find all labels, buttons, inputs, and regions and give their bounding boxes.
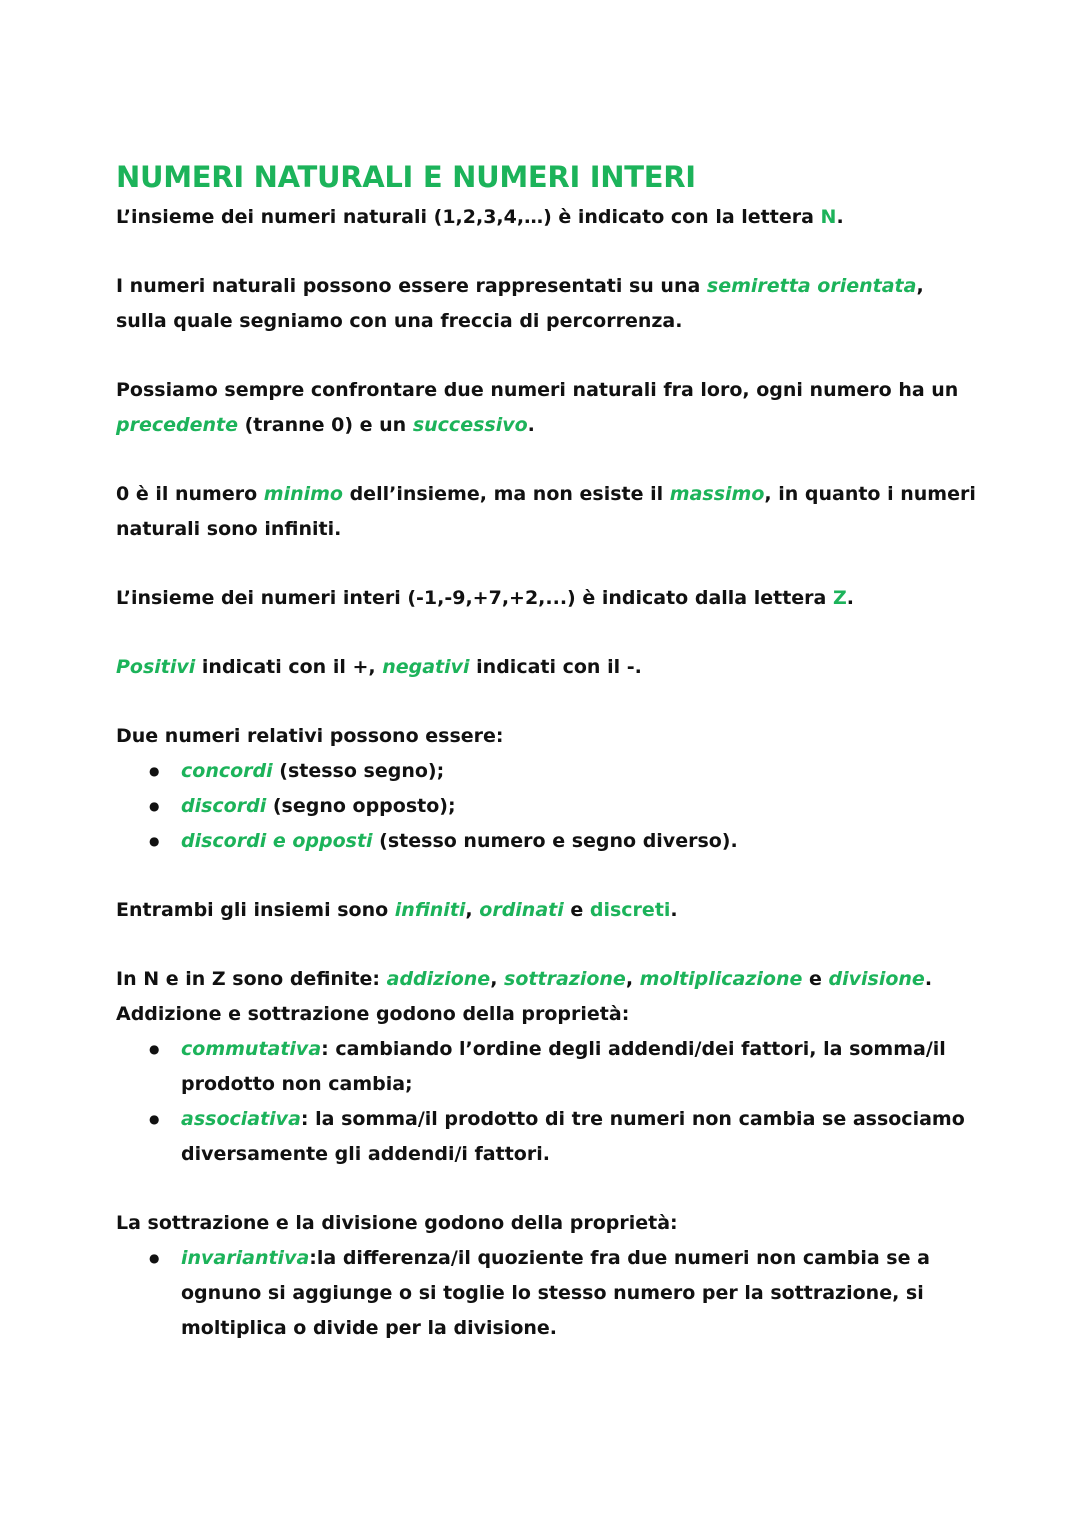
term-successivo: successivo — [412, 414, 528, 436]
text: indicati con il -. — [469, 656, 642, 678]
term: invariantiva — [181, 1247, 310, 1269]
term-infiniti: infiniti — [394, 899, 466, 921]
symbol-n: N — [820, 206, 837, 228]
term: concordi — [181, 760, 273, 782]
text: , — [465, 899, 480, 921]
term-semiretta: semiretta orientata — [706, 275, 917, 297]
list-item — [181, 824, 976, 859]
term-precedente: precedente — [116, 414, 238, 436]
list-item — [181, 1241, 976, 1346]
term-sottrazione: sottrazione — [504, 968, 626, 990]
term-addizione: addizione — [386, 968, 491, 990]
paragraph-semiretta — [116, 269, 976, 339]
paragraph-min-max — [116, 477, 976, 547]
text: In N e in Z sono definite: — [116, 968, 387, 990]
text: dell’insieme, ma non esiste il — [342, 483, 670, 505]
text: . — [846, 587, 854, 609]
term: associativa — [181, 1108, 301, 1130]
text: , — [490, 968, 505, 990]
operations-properties-list — [116, 1032, 976, 1172]
term: commutativa — [181, 1038, 322, 1060]
text: L’insieme dei numeri naturali (1,2,3,4,…) è indicato con la lettera — [116, 206, 821, 228]
text: (tranne 0) e un — [238, 414, 413, 436]
page-title: NUMERI NATURALI E NUMERI INTERI — [116, 160, 696, 194]
term-negativi: negativi — [382, 656, 470, 678]
text: Possiamo sempre confrontare due numeri naturali fra loro, ogni numero ha un — [116, 379, 959, 401]
paragraph-compare — [116, 373, 976, 443]
term-positivi: Positivi — [116, 656, 196, 678]
text: e — [563, 899, 590, 921]
paragraph-integer-set — [116, 581, 976, 616]
term-discreti: discreti — [589, 899, 671, 921]
paragraph-add-sub-properties: Addizione e sottrazione godono della proprietà: — [116, 1003, 630, 1025]
text: 0 è il numero — [116, 483, 264, 505]
relative-list — [116, 754, 976, 859]
text: (segno opposto); — [266, 795, 456, 817]
text: , — [625, 968, 640, 990]
term-minimo: minimo — [263, 483, 343, 505]
term-ordinati: ordinati — [479, 899, 564, 921]
term-divisione: divisione — [828, 968, 925, 990]
text: . — [527, 414, 535, 436]
list-item — [181, 1102, 976, 1172]
list-item — [181, 754, 976, 789]
text: I numeri naturali possono essere rappresentati su una — [116, 275, 707, 297]
text: Entrambi gli insiemi sono — [116, 899, 395, 921]
text: . — [670, 899, 678, 921]
text: e — [802, 968, 829, 990]
text: :la differenza/il quoziente fra due numeri non cambia se a ognuno si aggiunge o si toglie lo stesso numero per la sottrazione, si moltiplica o divide per la divisione. — [181, 1247, 930, 1339]
term-moltiplicazione: moltiplicazione — [639, 968, 803, 990]
paragraph-operations — [116, 962, 976, 997]
text: , in quanto i numeri naturali sono infiniti. — [116, 483, 976, 540]
text: : cambiando l’ordine degli addendi/dei fattori, la somma/il prodotto non cambia; — [181, 1038, 946, 1095]
text: L’insieme dei numeri interi (-1,-9,+7,+2,...) è indicato dalla lettera — [116, 587, 833, 609]
paragraph-natural-set — [116, 200, 976, 235]
text: . — [924, 968, 933, 990]
term-massimo: massimo — [669, 483, 765, 505]
paragraph-invariantive-intro: La sottrazione e la divisione godono della proprietà: — [116, 1212, 678, 1234]
text: , sulla quale segniamo con una freccia di percorrenza. — [116, 275, 924, 332]
paragraph-relative-intro: Due numeri relativi possono essere: — [116, 725, 504, 747]
term: discordi — [181, 795, 267, 817]
paragraph-properties-sets — [116, 893, 976, 928]
invariantive-list — [116, 1241, 976, 1346]
text: . — [836, 206, 844, 228]
term: discordi e opposti — [181, 830, 373, 852]
document-page — [116, 158, 976, 1346]
paragraph-signs — [116, 650, 976, 685]
symbol-z: Z — [832, 587, 847, 609]
text: : la somma/il prodotto di tre numeri non cambia se associamo diversamente gli addendi/i fattori. — [181, 1108, 965, 1165]
list-item — [181, 789, 976, 824]
list-item — [181, 1032, 976, 1102]
text: indicati con il +, — [195, 656, 383, 678]
text: (stesso numero e segno diverso). — [372, 830, 738, 852]
text: (stesso segno); — [272, 760, 445, 782]
